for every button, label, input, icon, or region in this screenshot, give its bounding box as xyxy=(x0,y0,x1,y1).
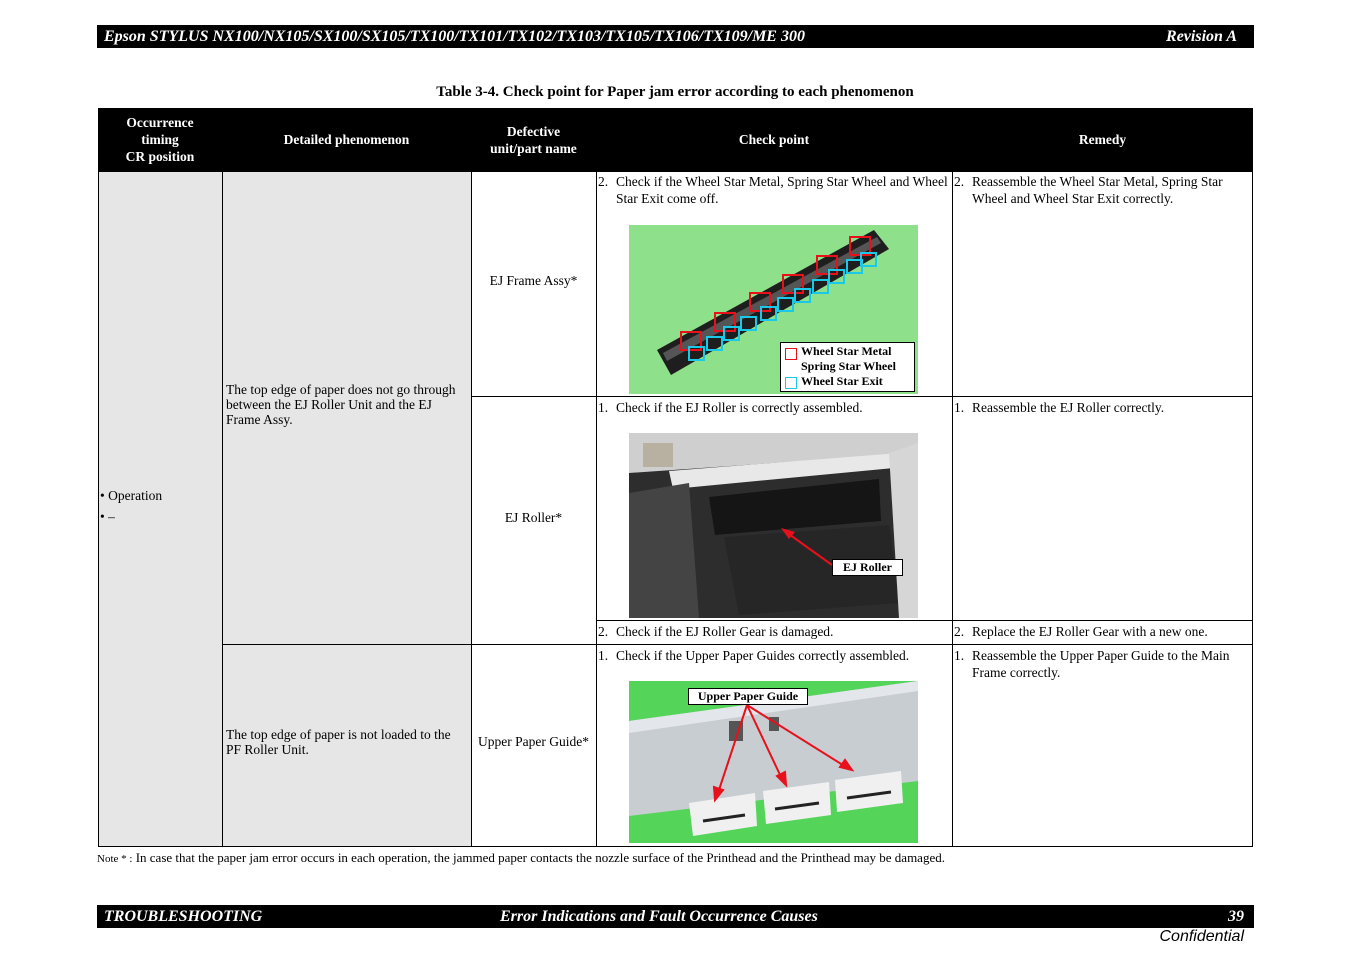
col-header-occurrence-line2: timing xyxy=(141,132,179,147)
col-header-occurrence-line1: Occurrence xyxy=(126,115,194,130)
grid-line xyxy=(98,108,1253,109)
check-item-4 xyxy=(598,647,948,664)
col-header-occurrence xyxy=(98,108,222,171)
remedy-item-2-text: Reassemble the EJ Roller correctly. xyxy=(972,400,1165,415)
upper-paper-guide-photo xyxy=(629,681,918,843)
ej-roller-photo xyxy=(629,433,918,618)
upper-paper-guide-callout: Upper Paper Guide xyxy=(688,688,808,705)
legend-cyan-square xyxy=(785,377,797,389)
col-header-defective-line2: unit/part name xyxy=(490,140,577,156)
page-header xyxy=(97,25,1254,48)
col-header-defective-line1: Defective xyxy=(506,123,561,139)
col-header-check-point: Check point xyxy=(596,108,952,171)
confidential-label: Confidential xyxy=(1159,928,1244,945)
col-header-occurrence-line3: CR position xyxy=(125,149,195,164)
note-label: Note * : xyxy=(97,853,133,865)
col-header-remedy: Remedy xyxy=(952,108,1253,171)
remedy-item-3 xyxy=(954,623,1250,640)
footer-page-number: 39 xyxy=(1228,908,1244,925)
table-note xyxy=(97,850,945,866)
grid-line xyxy=(952,108,953,847)
check-item-1 xyxy=(598,173,948,207)
grid-line xyxy=(222,644,1253,645)
phenomenon-2-text: The top edge of paper is not loaded to the PF Roller Unit. xyxy=(226,727,451,757)
phenomenon-cell-2 xyxy=(222,645,471,847)
col-header-phenomenon: Detailed phenomenon xyxy=(222,108,471,171)
header-revision: Revision A xyxy=(1166,28,1237,45)
remedy-item-2-num: 1. xyxy=(954,400,965,415)
legend-wheel-star-metal: Wheel Star Metal xyxy=(801,344,892,358)
col-header-defective xyxy=(471,108,596,171)
ej-roller-illustration xyxy=(629,433,918,618)
ej-frame-legend xyxy=(780,342,915,392)
check-item-2-text: Check if the EJ Roller is correctly assembled. xyxy=(616,400,863,415)
grid-line xyxy=(596,108,597,847)
check-item-4-text: Check if the Upper Paper Guides correctly assembled. xyxy=(616,648,910,663)
check-item-3-num: 2. xyxy=(598,624,609,639)
check-item-1-text: Check if the Wheel Star Metal, Spring Star Wheel and Wheel Star Exit come off. xyxy=(616,174,948,206)
ej-roller-callout: EJ Roller xyxy=(832,559,903,576)
remedy-item-4 xyxy=(954,647,1250,681)
remedy-item-3-num: 2. xyxy=(954,624,965,639)
header-title: Epson STYLUS NX100/NX105/SX100/SX105/TX100/TX101/TX102/TX103/TX105/TX106/TX109/ME 300 xyxy=(104,28,805,45)
check-item-2-num: 1. xyxy=(598,400,609,415)
occurrence-timing: • Operation xyxy=(100,488,163,503)
grid-line xyxy=(98,846,1253,847)
upper-paper-guide-illustration xyxy=(629,681,918,843)
note-text: In case that the paper jam error occurs in each operation, the jammed paper contacts the nozzle surface of the Printhead and the Printhead may be damaged. xyxy=(135,850,945,865)
grid-line xyxy=(471,108,472,847)
phenomenon-1-text: The top edge of paper does not go through between the EJ Roller Unit and the EJ Frame Assy. xyxy=(226,382,456,427)
check-item-4-num: 1. xyxy=(598,648,609,663)
page-footer xyxy=(97,905,1254,928)
remedy-item-1 xyxy=(954,173,1250,207)
grid-line xyxy=(222,108,223,847)
occurrence-cr-position: • – xyxy=(100,509,115,524)
remedy-item-4-num: 1. xyxy=(954,648,965,663)
check-item-1-num: 2. xyxy=(598,174,609,189)
remedy-item-3-text: Replace the EJ Roller Gear with a new one. xyxy=(972,624,1208,639)
grid-line xyxy=(471,396,1253,397)
unit-upper-paper-guide: Upper Paper Guide* xyxy=(478,734,589,749)
check-item-3-text: Check if the EJ Roller Gear is damaged. xyxy=(616,624,834,639)
check-item-3 xyxy=(598,623,948,640)
remedy-item-1-num: 2. xyxy=(954,174,965,189)
grid-line xyxy=(1252,108,1253,847)
occurrence-cell xyxy=(98,171,222,847)
footer-chapter: Error Indications and Fault Occurrence Causes xyxy=(500,908,818,925)
unit-ej-frame-assy: EJ Frame Assy* xyxy=(489,273,578,288)
legend-red-square xyxy=(785,348,797,360)
table-caption: Table 3-4. Check point for Paper jam error according to each phenomenon xyxy=(436,84,914,100)
unit-ej-roller: EJ Roller* xyxy=(504,510,563,525)
legend-text xyxy=(801,344,896,389)
footer-section: TROUBLESHOOTING xyxy=(104,908,263,925)
phenomenon-cell-1 xyxy=(222,171,471,645)
grid-line xyxy=(98,171,1253,172)
grid-line xyxy=(98,108,99,847)
grid-line xyxy=(596,620,1253,621)
ej-frame-photo xyxy=(629,225,918,394)
legend-spring-star-wheel: Spring Star Wheel xyxy=(801,359,896,373)
remedy-item-2 xyxy=(954,399,1250,416)
check-item-2 xyxy=(598,399,948,416)
remedy-item-1-text: Reassemble the Wheel Star Metal, Spring Star Wheel and Wheel Star Exit correctly. xyxy=(972,174,1223,206)
legend-wheel-star-exit: Wheel Star Exit xyxy=(801,374,883,388)
remedy-item-4-text: Reassemble the Upper Paper Guide to the Main Frame correctly. xyxy=(972,648,1230,680)
left-chassis xyxy=(629,483,699,618)
metal-bracket xyxy=(643,443,673,467)
